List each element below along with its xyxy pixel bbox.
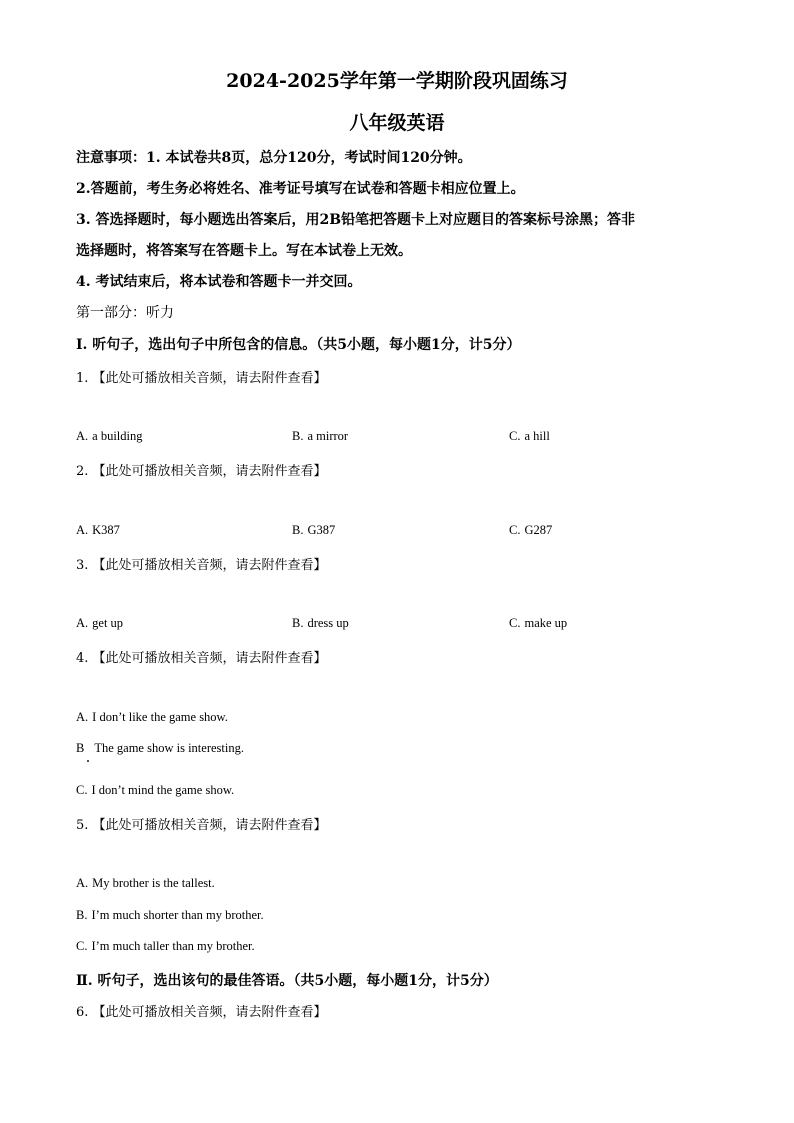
note-4: 4. 考试结束后，将本试卷和答题卡一并交回。 (76, 274, 362, 290)
audio-note[interactable]: 【此处可播放相关音频，请去附件查看】 (92, 818, 327, 833)
part-one-heading: 第一部分：听力 (76, 305, 174, 321)
stray-dot (87, 760, 89, 762)
audio-note[interactable]: 【此处可播放相关音频，请去附件查看】 (92, 464, 327, 479)
question-5 (76, 814, 327, 833)
note-3-continued: 选择题时，将答案写在答题卡上。写在本试卷上无效。 (76, 243, 412, 259)
note-3: 3. 答选择题时，每小题选出答案后，用2B铅笔把答题卡上对应题目的答案标号涂黑；答非 (76, 212, 636, 228)
note-1: 注意事项：1. 本试卷共8页，总分120分，考试时间120分钟。 (76, 150, 472, 166)
question-number: 6. (76, 1005, 89, 1020)
option-5a[interactable]: A. My brother is the tallest. (76, 876, 215, 890)
option-3a[interactable]: A. get up (76, 616, 124, 630)
option-5b[interactable]: B. I’m much shorter than my brother. (76, 908, 264, 922)
option-1c[interactable]: C. a hill (509, 429, 550, 443)
audio-note[interactable]: 【此处可播放相关音频，请去附件查看】 (92, 371, 327, 386)
question-number: 2. (76, 464, 89, 479)
option-1a[interactable]: A. a building (76, 429, 143, 443)
option-4a[interactable]: A. I don’t like the game show. (76, 710, 228, 724)
question-number: 1. (76, 371, 89, 386)
option-4b[interactable]: B The game show is interesting. (76, 741, 244, 755)
question-number: 3. (76, 558, 89, 573)
option-3c[interactable]: C. make up (509, 616, 568, 630)
section-two-heading: Ⅱ. 听句子，选出该句的最佳答语。（共5小题，每小题1分，计5分） (76, 973, 498, 989)
question-4 (76, 647, 327, 666)
question-2 (76, 460, 327, 479)
option-2a[interactable]: A. K387 (76, 523, 120, 537)
section-one-heading: Ⅰ. 听句子，选出句子中所包含的信息。（共5小题，每小题1分，计5分） (76, 337, 521, 353)
option-3b[interactable]: B. dress up (292, 616, 349, 630)
question-3 (76, 554, 327, 573)
question-number: 5. (76, 818, 89, 833)
question-6 (76, 1001, 327, 1020)
option-4c[interactable]: C. I don’t mind the game show. (76, 783, 235, 797)
note-2: 2.答题前，考生务必将姓名、准考证号填写在试卷和答题卡相应位置上。 (76, 181, 525, 197)
audio-note[interactable]: 【此处可播放相关音频，请去附件查看】 (92, 558, 327, 573)
option-5c[interactable]: C. I’m much taller than my brother. (76, 939, 255, 953)
exam-subtitle: 八年级英语 (349, 112, 445, 134)
audio-note[interactable]: 【此处可播放相关音频，请去附件查看】 (92, 651, 327, 666)
exam-title: 2024-2025学年第一学期阶段巩固练习 (226, 70, 568, 92)
option-1b[interactable]: B. a mirror (292, 429, 349, 443)
option-2c[interactable]: C. G287 (509, 523, 553, 537)
audio-note[interactable]: 【此处可播放相关音频，请去附件查看】 (92, 1005, 327, 1020)
question-1 (76, 367, 327, 386)
question-number: 4. (76, 651, 89, 666)
option-2b[interactable]: B. G387 (292, 523, 336, 537)
